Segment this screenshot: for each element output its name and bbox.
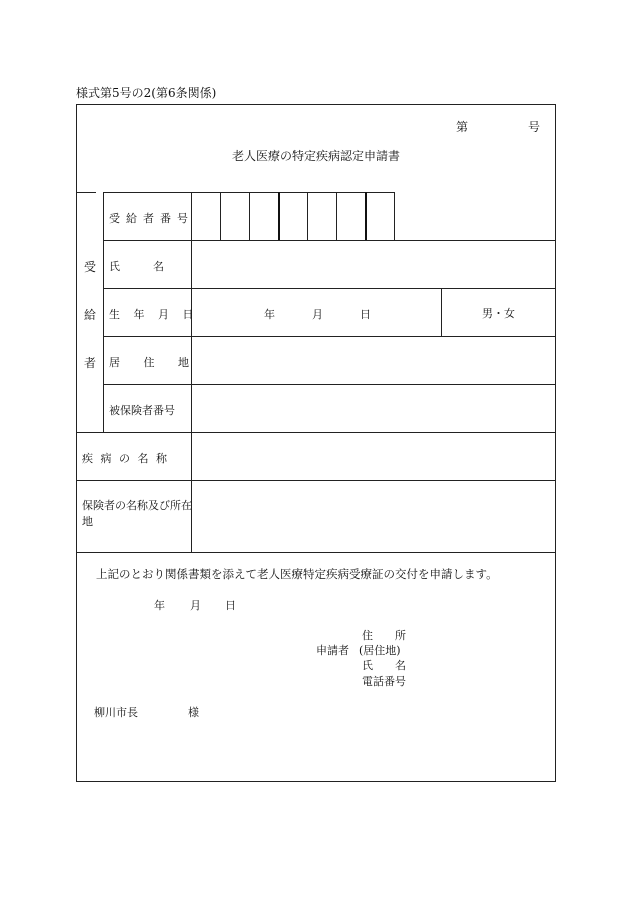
- applicant-phone-label: 電話番号: [362, 675, 406, 688]
- rule-dob-bottom: [103, 336, 556, 337]
- application-statement: 上記のとおり関係書類を添えて老人医療特定疾病受療証の交付を申請します。: [96, 567, 498, 581]
- recipient-section-char: 者: [84, 356, 97, 370]
- sex-field: [441, 289, 556, 336]
- rule-number-bottom: [103, 240, 556, 241]
- sex-options: 男・女: [482, 306, 515, 320]
- form-frame: [76, 104, 556, 782]
- dob-day: 日: [360, 308, 371, 321]
- digit-box-divider: [307, 192, 308, 240]
- rule-insured-bottom: [76, 432, 556, 433]
- form-label: 様式第5号の2(第6条関係): [76, 86, 217, 100]
- dob-label: 生 年 月 日: [109, 308, 199, 321]
- digit-box-divider: [336, 192, 337, 240]
- addressee-sama: 様: [188, 706, 199, 719]
- recipient-section-char: 受: [84, 260, 97, 274]
- rule-header-bottom: [76, 192, 96, 193]
- addressee-mayor: 柳川市長: [94, 706, 138, 719]
- applicant-address-label: 住 所: [362, 629, 406, 642]
- rule-residence-bottom: [103, 384, 556, 385]
- recipient-number-label: 受給者番号: [109, 212, 194, 225]
- applicant-residence-label: (居住地): [359, 644, 401, 657]
- recipient-section-char: 給: [84, 308, 97, 322]
- digit-box-divider-thick: [365, 192, 367, 240]
- date-year: 年: [154, 599, 165, 612]
- dob-year: 年: [264, 308, 275, 321]
- insurer-label: 保険者の名称及び所在地: [82, 499, 192, 528]
- digit-box-divider-thick: [278, 192, 280, 240]
- number-go: 号: [528, 120, 541, 134]
- date-day: 日: [225, 599, 236, 612]
- applicant-label: 申請者: [316, 644, 349, 657]
- number-dai: 第: [456, 120, 469, 134]
- rule-disease-bottom: [76, 480, 556, 481]
- rule-section-divider: [103, 192, 104, 432]
- rule-insurer-bottom: [76, 552, 556, 553]
- insured-number-label: 被保険者番号: [109, 404, 175, 417]
- digit-box-divider: [249, 192, 250, 240]
- digit-box-divider: [220, 192, 221, 240]
- residence-label: 居 住 地: [109, 356, 199, 369]
- form-title: 老人医療の特定疾病認定申請書: [232, 149, 401, 163]
- dob-month: 月: [312, 308, 323, 321]
- date-month: 月: [190, 599, 201, 612]
- digit-box-divider: [394, 192, 395, 240]
- disease-name-label: 疾 病 の 名 称: [82, 452, 169, 465]
- applicant-name-label: 氏 名: [362, 659, 406, 672]
- name-label: 氏 名: [109, 260, 164, 273]
